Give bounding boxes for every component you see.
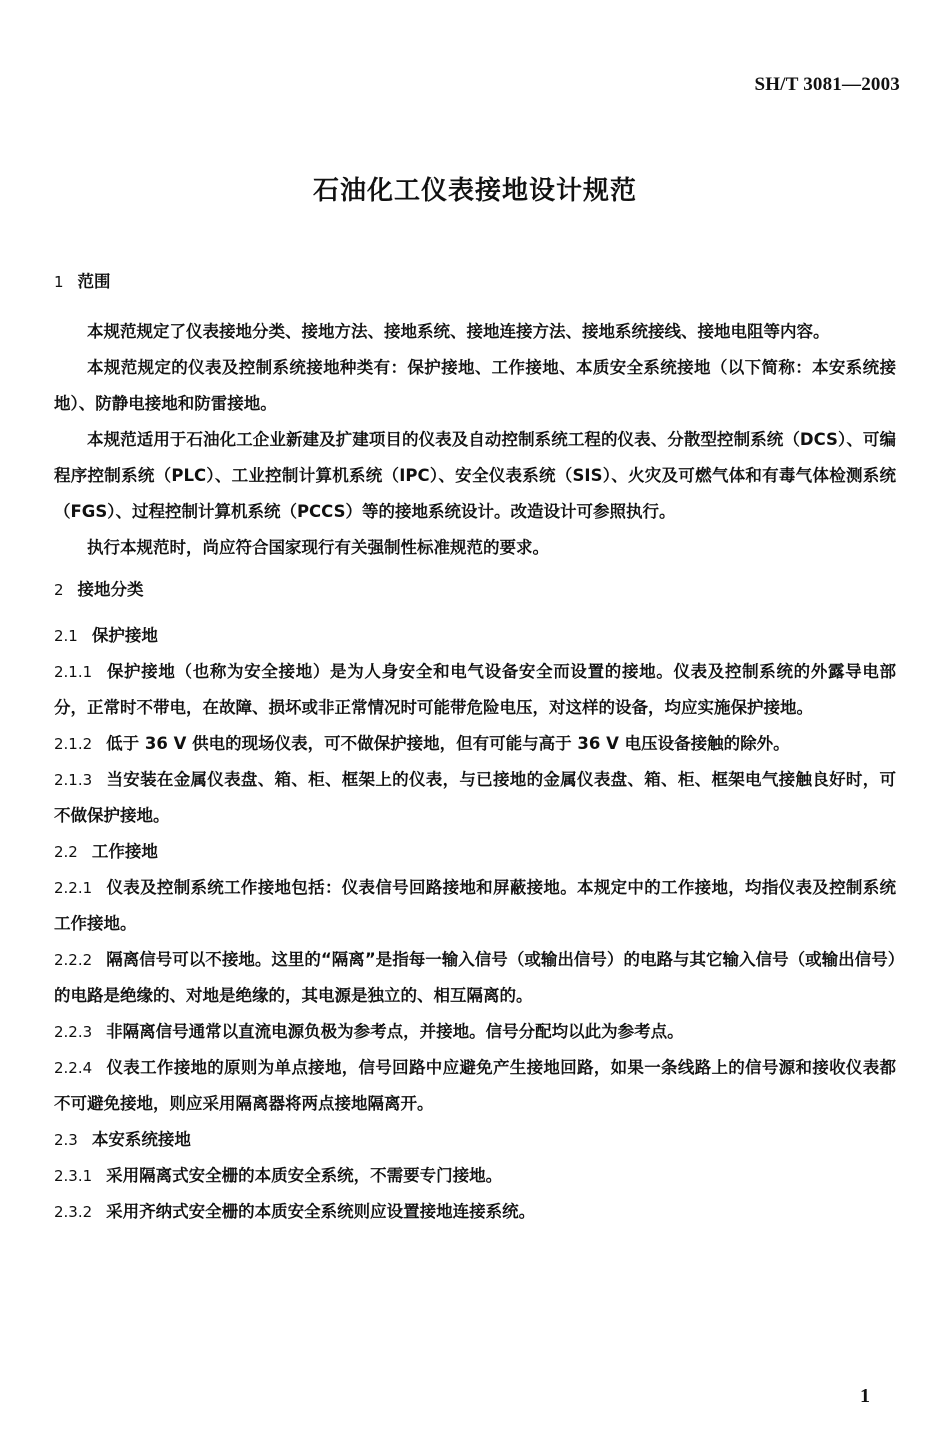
clause-text: 采用隔离式安全栅的本质安全系统，不需要专门接地。 — [106, 1166, 503, 1185]
clause-text: 仪表工作接地的原则为单点接地，信号回路中应避免产生接地回路，如果一条线路上的信号源和接收仪表都不可避免接地，则应采用隔离器将两点接地隔离开。 — [54, 1058, 896, 1113]
clause-text: 低于 36 V 供电的现场仪表，可不做保护接地，但有可能与高于 36 V 电压设备接触的除外。 — [106, 734, 790, 753]
clause-number: 2.2.2 — [54, 951, 93, 969]
clause-text: 当安装在金属仪表盘、箱、柜、框架上的仪表，与已接地的金属仪表盘、箱、柜、框架电气接触良好时，可不做保护接地。 — [54, 770, 896, 825]
clause-2-1-2 — [54, 726, 896, 762]
clause-2-3-1 — [54, 1158, 896, 1194]
section-title: 接地分类 — [77, 580, 144, 599]
subsection-title: 保护接地 — [91, 626, 158, 645]
section-number: 1 — [54, 273, 64, 291]
subsection-number: 2.1 — [54, 627, 78, 645]
standard-code: SH/T 3081—2003 — [754, 74, 900, 95]
section-2-heading — [54, 572, 896, 608]
clause-number: 2.2.4 — [54, 1059, 93, 1077]
page-number: 1 — [860, 1385, 870, 1407]
clause-number: 2.1.3 — [54, 771, 93, 789]
subsection-2-2-heading — [54, 834, 896, 870]
clause-number: 2.2.1 — [54, 879, 93, 897]
subsection-2-1-heading — [54, 618, 896, 654]
clause-text: 仪表及控制系统工作接地包括：仪表信号回路接地和屏蔽接地。本规定中的工作接地，均指仪表及控制系统工作接地。 — [54, 878, 896, 933]
clause-2-1-3 — [54, 762, 896, 834]
clause-2-1-1 — [54, 654, 896, 726]
clause-2-2-4 — [54, 1050, 896, 1122]
clause-text: 隔离信号可以不接地。这里的“隔离”是指每一输入信号（或输出信号）的电路与其它输入信号（或输出信号）的电路是绝缘的、对地是绝缘的，其电源是独立的、相互隔离的。 — [54, 950, 896, 1005]
clause-number: 2.3.1 — [54, 1167, 93, 1185]
paragraph: 执行本规范时，尚应符合国家现行有关强制性标准规范的要求。 — [87, 538, 549, 557]
clause-text: 保护接地（也称为安全接地）是为人身安全和电气设备安全而设置的接地。仪表及控制系统的外露导电部分，正常时不带电，在故障、损坏或非正常情况时可能带危险电压，对这样的设备，均应实施保护接地。 — [54, 662, 896, 717]
clause-2-2-2 — [54, 942, 896, 1014]
section-title: 范围 — [77, 272, 111, 291]
paragraph: 本规范规定的仪表及控制系统接地种类有：保护接地、工作接地、本质安全系统接地（以下简称：本安系统接地）、防静电接地和防雷接地。 — [54, 358, 896, 413]
subsection-title: 本安系统接地 — [91, 1130, 191, 1149]
paragraph: 本规范规定了仪表接地分类、接地方法、接地系统、接地连接方法、接地系统接线、接地电阻等内容。 — [87, 322, 830, 341]
document-title: 石油化工仪表接地设计规范 — [312, 176, 637, 206]
clause-2-3-2 — [54, 1194, 896, 1230]
subsection-number: 2.2 — [54, 843, 78, 861]
paragraph: 本规范适用于石油化工企业新建及扩建项目的仪表及自动控制系统工程的仪表、分散型控制系统（DCS）、可编程序控制系统（PLC）、工业控制计算机系统（IPC）、安全仪表系统（SIS）、火灾及可燃气体和有毒气体检测系统（FGS）、过程控制计算机系统（PCCS）等的接地系统设计。改造设计可参照执行。 — [54, 430, 896, 521]
section-1-heading — [54, 264, 896, 300]
subsection-number: 2.3 — [54, 1131, 78, 1149]
clause-number: 2.3.2 — [54, 1203, 93, 1221]
clause-text: 非隔离信号通常以直流电源负极为参考点，并接地。信号分配均以此为参考点。 — [106, 1022, 684, 1041]
clause-number: 2.1.2 — [54, 735, 93, 753]
clause-number: 2.1.1 — [54, 663, 93, 681]
section-number: 2 — [54, 581, 64, 599]
clause-2-2-3 — [54, 1014, 896, 1050]
clause-text: 采用齐纳式安全栅的本质安全系统则应设置接地连接系统。 — [106, 1202, 536, 1221]
document-body — [54, 262, 896, 1230]
subsection-title: 工作接地 — [91, 842, 158, 861]
clause-number: 2.2.3 — [54, 1023, 93, 1041]
subsection-2-3-heading — [54, 1122, 896, 1158]
clause-2-2-1 — [54, 870, 896, 942]
